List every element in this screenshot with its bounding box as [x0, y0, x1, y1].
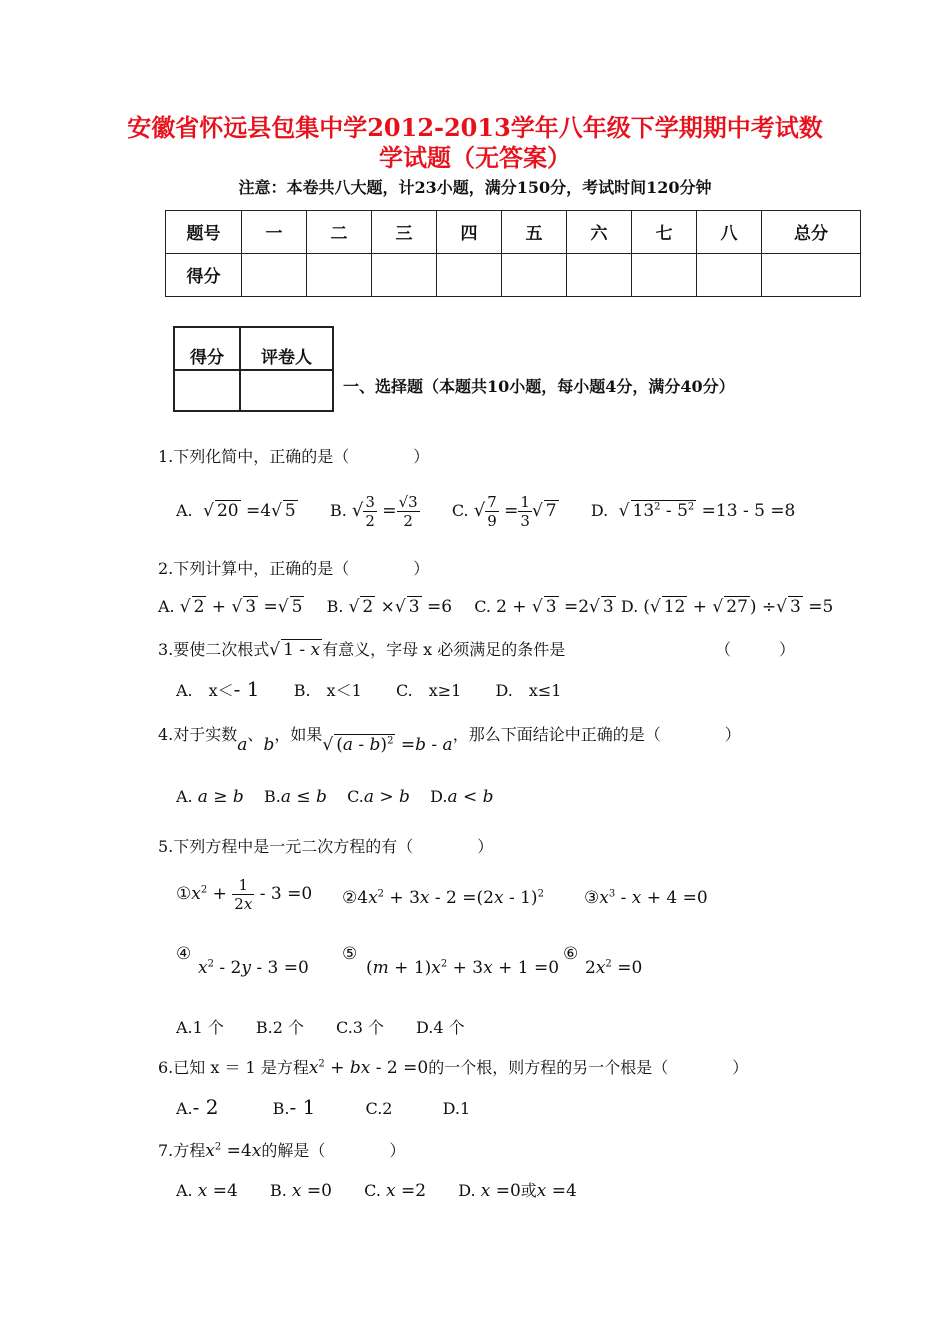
q3-d-label: D. x≤1: [495, 681, 562, 700]
q7-math: $x^2 =4x$: [205, 1141, 262, 1161]
q3-stem: [158, 637, 565, 660]
score-cell: 八: [697, 211, 762, 254]
q2-a-math: √ 2 + √ 3 =√ 5: [179, 597, 303, 617]
q1-b-label: B.: [329, 501, 347, 520]
grader-name-label: 评卷人: [240, 327, 333, 370]
grader-name-blank[interactable]: [240, 370, 333, 411]
q4-d-label: D.: [430, 787, 448, 806]
score-table: [165, 210, 861, 297]
q4-math: √ (a - b)$^2$ =b - a: [322, 735, 453, 755]
q2-c-math: 2 + √ 3 =2√ 3: [496, 597, 614, 617]
score-row-label: 得分: [166, 254, 242, 297]
q7-b-math: x =0: [291, 1181, 332, 1201]
q4-c-label: C.: [347, 787, 364, 806]
q2-c-label: C.: [474, 597, 491, 616]
q3-a-value: - 1: [233, 677, 260, 701]
q4-options: [176, 787, 494, 807]
q7-b-label: B.: [269, 1181, 287, 1200]
q5-eq-2: $②4x^2 + 3x - 2 =(2x - 1)^2$: [342, 888, 544, 908]
q7-d-or: 或: [520, 1181, 537, 1200]
q6-a-label: A.: [176, 1099, 193, 1118]
q7-stem: [158, 1138, 405, 1161]
q4-stem-pre: 4.对于实数: [158, 725, 238, 744]
q7-d-math-1: x =0: [480, 1181, 521, 1201]
q6-stem: [158, 1055, 748, 1078]
score-cell: 三: [372, 211, 437, 254]
score-blank[interactable]: [307, 254, 372, 297]
q7-a-label: A.: [176, 1181, 193, 1200]
q1-stem: 1.下列化简中，正确的是（ ）: [158, 447, 430, 466]
q1-c-math: √ $\frac{7}{9}$ = $\frac{1}{3}$ √ 7: [473, 493, 557, 530]
q6-b-value: - 1: [289, 1095, 316, 1119]
q3-math: √ 1 - x: [269, 640, 321, 660]
q3-c-label: C. x≥1: [395, 681, 462, 700]
q4-c-math: a > b: [363, 787, 410, 807]
q1-d-label: D.: [590, 501, 609, 520]
q7-options: [176, 1178, 577, 1201]
score-cell: 总分: [762, 211, 861, 254]
q7-stem-pre: 7.方程: [158, 1141, 206, 1160]
q2-d-math: (√ 12 + √ 27 ) ÷√ 3 =5: [643, 597, 834, 617]
q3-stem-post: 有意义，字母 x 必须满足的条件是: [322, 640, 566, 659]
score-blank[interactable]: [372, 254, 437, 297]
score-cell: 二: [307, 211, 372, 254]
q4-var-b: b: [263, 735, 275, 755]
score-blank[interactable]: [697, 254, 762, 297]
score-blank[interactable]: [437, 254, 502, 297]
q2-b-math: √ 2 ×√ 3 =6: [348, 597, 453, 617]
q1-a-math: √ 20 =4√ 5: [197, 501, 296, 521]
score-cell: 五: [502, 211, 567, 254]
q1-d-math: √ $13^2 - 5^2 =13 - 5 =8$: [613, 501, 796, 521]
q5-eq-6: $2x^2 =0$: [585, 958, 643, 978]
score-cell: 四: [437, 211, 502, 254]
q2-a-label: A.: [158, 597, 175, 616]
grader-score-label: 得分: [174, 327, 240, 370]
q1-options: [176, 493, 795, 530]
score-cell: 六: [567, 211, 632, 254]
score-cell: 一: [242, 211, 307, 254]
score-value-row: [166, 254, 861, 297]
q4-stem-post: ，那么下面结论中正确的是（ ）: [452, 725, 741, 744]
q5-eq-1: $①x^2$ + $\frac{1}{2x}$ - 3 =0: [176, 876, 313, 913]
q4-var-a: a: [237, 735, 248, 755]
score-blank[interactable]: [242, 254, 307, 297]
q7-d-math-2: x =4: [536, 1181, 577, 1201]
title-line-2: 学试题（无答案）: [379, 143, 571, 172]
q4-b-label: B.: [264, 787, 281, 806]
q4-b-math: a ≤ b: [280, 787, 327, 807]
score-cell: 题号: [166, 211, 242, 254]
q7-c-math: x =2: [386, 1181, 427, 1201]
q6-c-label: C.2: [365, 1099, 393, 1118]
q1-a-label: A.: [176, 501, 193, 520]
q5-eq-4: $x^2 - 2y - 3 =0$: [198, 958, 309, 978]
q1-b-math: √ $\frac{3}{2}$ = $\frac{√3}{2}$: [351, 493, 418, 530]
q4-stem-mid2: ，如果: [274, 725, 323, 744]
q2-d-label: D.: [620, 597, 639, 616]
q5-options: A.1 个 B.2 个 C.3 个 D.4 个: [176, 1018, 465, 1037]
q7-stem-post: 的解是（ ）: [261, 1141, 406, 1160]
q3-stem-pre: 3.要使二次根式: [158, 640, 270, 659]
q6-math: $x^2$ + bx - 2 =0: [308, 1058, 429, 1078]
score-blank[interactable]: [502, 254, 567, 297]
q5-eq-3: $③x^3 - x + 4 =0$: [584, 888, 708, 908]
grader-score-blank[interactable]: [174, 370, 240, 411]
score-cell: 七: [632, 211, 697, 254]
q7-a-math: x =4: [197, 1181, 238, 1201]
section-heading: 一、选择题（本题共10小题，每小题4分，满分40分）: [343, 377, 735, 396]
q3-paren: （ ）: [715, 640, 796, 659]
q6-b-label: B.: [272, 1099, 290, 1118]
title-line-1: 安徽省怀远县包集中学2012-2013学年八年级下学期期中考试数: [127, 113, 823, 142]
q1-c-label: C.: [451, 501, 469, 520]
q5-stem: 5.下列方程中是一元二次方程的有（ ）: [158, 837, 494, 856]
q4-stem-mid1: 、: [247, 725, 264, 744]
q2-stem: 2.下列计算中，正确的是（ ）: [158, 559, 430, 578]
q4-a-math: a ≥ b: [197, 787, 244, 807]
grader-table: [173, 326, 334, 412]
score-blank[interactable]: [632, 254, 697, 297]
q4-d-math: a < b: [447, 787, 494, 807]
q4-stem: [158, 722, 741, 755]
q5-eq-6-mark: ⑥: [563, 944, 579, 964]
q4-a-label: A.: [176, 787, 193, 806]
score-blank[interactable]: [762, 254, 861, 297]
q5-eq-5: $(m + 1)x^2 + 3x + 1 =0$: [366, 958, 560, 978]
q7-c-label: C.: [364, 1181, 381, 1200]
q6-a-value: - 2: [192, 1095, 219, 1119]
notice: 注意：本卷共八大题，计23小题，满分150分，考试时间120分钟: [238, 178, 712, 197]
q6-stem-post: 的一个根，则方程的另一个根是（ ）: [428, 1058, 749, 1077]
q2-b-label: B.: [326, 597, 344, 616]
q6-options: [176, 1095, 470, 1119]
q6-stem-pre: 6.已知 x ＝ 1 是方程: [158, 1058, 309, 1077]
q6-d-label: D.1: [442, 1099, 471, 1118]
score-header-row: [166, 211, 861, 254]
q2-options: [158, 596, 833, 617]
q5-eq-4-mark: ④: [176, 944, 192, 964]
q3-b-label: B. x＜1: [293, 681, 362, 700]
q3-options: [176, 677, 561, 701]
score-blank[interactable]: [567, 254, 632, 297]
q5-eq-5-mark: ⑤: [342, 944, 358, 964]
q3-a-label: A. x＜: [176, 681, 234, 700]
q7-d-label: D.: [458, 1181, 476, 1200]
